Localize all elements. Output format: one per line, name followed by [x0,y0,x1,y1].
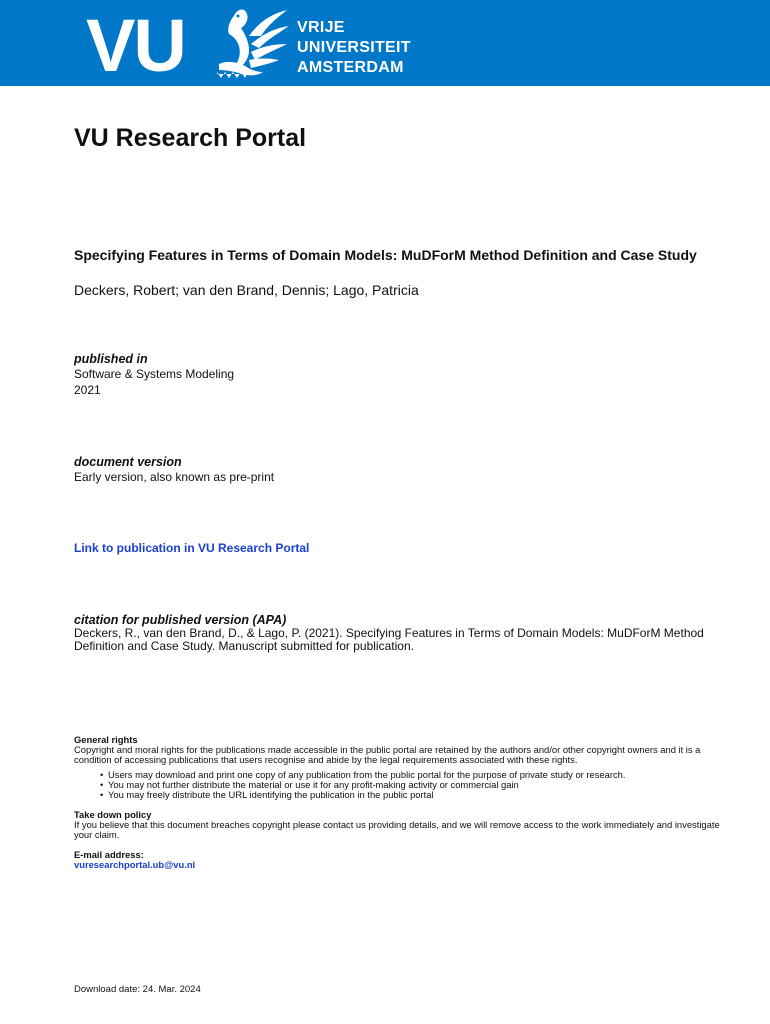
university-name-line3: AMSTERDAM [297,59,404,76]
take-down-heading: Take down policy [74,809,152,820]
journal-name: Software & Systems Modeling [74,367,235,381]
email-heading: E-mail address: [74,849,144,860]
rights-list-item: • You may freely distribute the URL identifying the publication in the public portal [108,790,724,800]
citation-text: Deckers, R., van den Brand, D., & Lago, P. (2021). Specifying Features in Terms of Domain Models: MuDForM Method Definition and Case Study. Manuscript submitted for publication. [74,626,704,653]
publication-year: 2021 [74,383,101,397]
general-rights-heading: General rights [74,734,138,745]
document-version-block [74,455,274,485]
download-date: Download date: 24. Mar. 2024 [74,984,201,995]
legal-notice [74,735,724,870]
general-rights-text: Copyright and moral rights for the publications made accessible in the public portal are retained by the authors and/or other copyright owners and it is a condition of accessing publications that users recognise and abide by the legal requirements associated with these rights. [74,744,701,765]
header-banner [0,0,770,86]
email-section [74,850,724,870]
university-name-line2: UNIVERSITEIT [297,39,411,56]
rights-list-item: • You may not further distribute the material or use it for any profit-making activity or commercial gain [108,780,724,790]
publication-title: Specifying Features in Terms of Domain Models: MuDForM Method Definition and Case Study [74,247,697,263]
university-name-line1: VRIJE [297,19,345,36]
rights-list-item: • Users may download and print one copy of any publication from the public portal for the purpose of private study or research. [108,770,724,780]
published-in-block [74,352,234,398]
publication-authors: Deckers, Robert; van den Brand, Dennis; Lago, Patricia [74,282,419,298]
document-version-label: document version [74,455,182,469]
publication-link[interactable]: Link to publication in VU Research Portal [74,541,310,555]
published-in-label: published in [74,352,148,366]
page-title: VU Research Portal [74,124,307,152]
email-link[interactable]: vuresearchportal.ub@vu.nl [74,859,196,870]
citation-label: citation for published version (APA) [74,613,287,627]
take-down-section [74,810,724,840]
university-name [297,18,411,78]
vu-logo-letters: VU [86,4,185,87]
take-down-text: If you believe that this document breaches copyright please contact us providing details, and we will remove access to the work immediately and investigate your claim. [74,819,720,840]
document-version-value: Early version, also known as pre-print [74,470,275,484]
rights-list [74,770,724,800]
citation-block [74,613,724,653]
griffin-logo-icon [205,6,291,82]
